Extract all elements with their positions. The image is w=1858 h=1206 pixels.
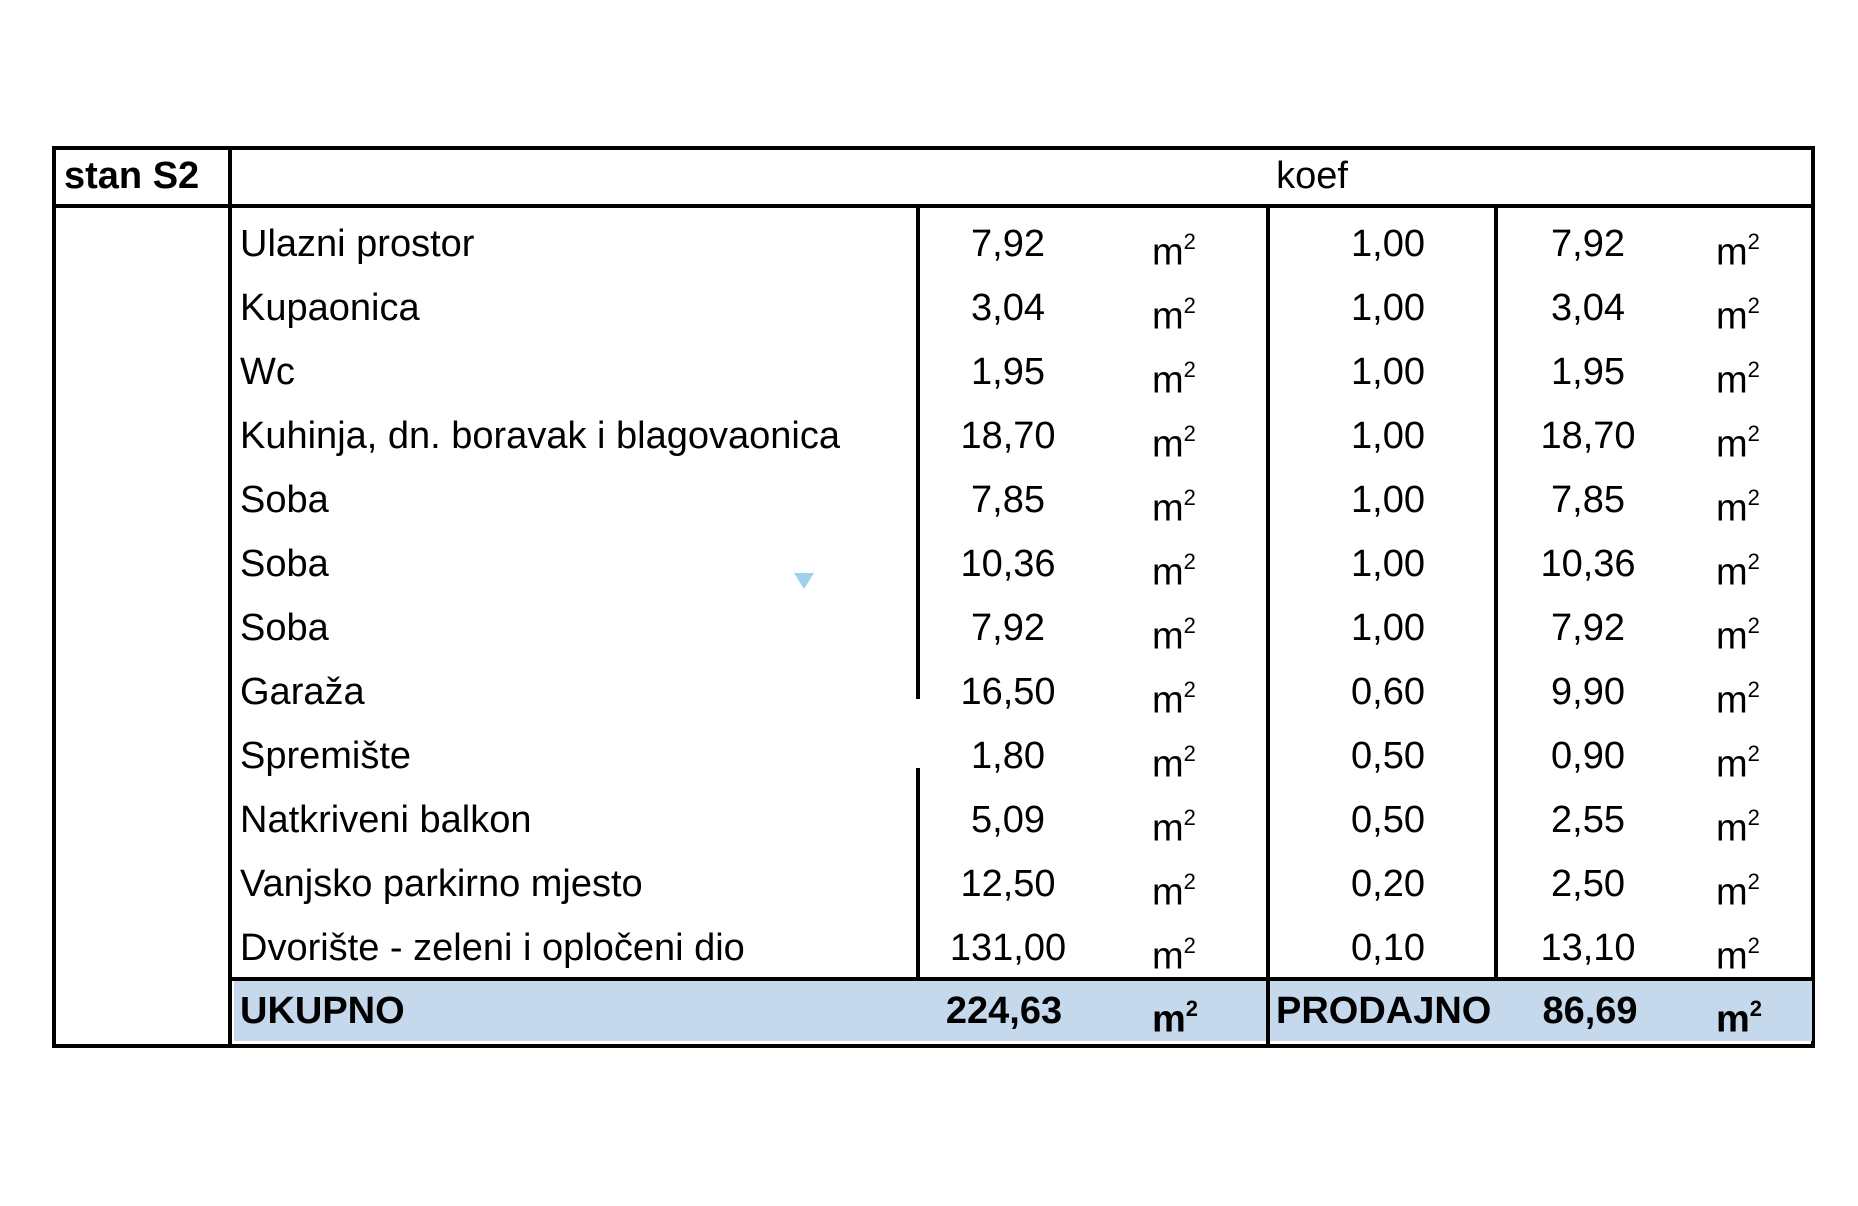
unit-symbol: m (1152, 743, 1184, 786)
unit-exponent: 2 (1183, 613, 1196, 638)
unit-symbol: m (1716, 679, 1748, 722)
unit-symbol: m (1152, 615, 1184, 658)
sale-area-unit (1716, 979, 1806, 1043)
unit-symbol: m (1152, 935, 1184, 978)
unit-symbol: m (1152, 807, 1184, 850)
unit-exponent: 2 (1183, 805, 1196, 830)
row-area: 16,50 (960, 671, 1056, 713)
row-koef: 1,00 (1351, 351, 1425, 393)
unit-symbol: m (1152, 998, 1186, 1041)
unit-symbol: m (1716, 807, 1748, 850)
unit-exponent: 2 (1747, 805, 1760, 830)
koef-section-divider (1266, 204, 1270, 1048)
row-result: 7,92 (1551, 607, 1625, 649)
unit-symbol: m (1716, 935, 1748, 978)
unit-exponent: 2 (1747, 677, 1760, 702)
unit-symbol: m (1152, 551, 1184, 594)
unit-symbol: m (1152, 679, 1184, 722)
unit-symbol: m (1716, 998, 1750, 1041)
row-name: Garaža (240, 671, 365, 713)
unit-exponent: 2 (1747, 741, 1760, 766)
row-result: 1,95 (1551, 351, 1625, 393)
unit-exponent: 2 (1747, 613, 1760, 638)
row-area-unit (1152, 788, 1242, 852)
unit-exponent: 2 (1749, 996, 1763, 1021)
row-area-unit (1152, 532, 1242, 596)
unit-exponent: 2 (1183, 933, 1196, 958)
unit-exponent: 2 (1747, 485, 1760, 510)
row-area-unit (1152, 276, 1242, 340)
row-area-unit (1152, 212, 1242, 276)
row-koef: 0,50 (1351, 735, 1425, 777)
row-result-unit (1716, 340, 1806, 404)
row-name: Kupaonica (240, 287, 420, 329)
row-result-unit (1716, 532, 1806, 596)
row-area: 18,70 (960, 415, 1056, 457)
row-area: 7,92 (971, 223, 1045, 265)
unit-exponent: 2 (1747, 549, 1760, 574)
unit-symbol: m (1716, 743, 1748, 786)
unit-exponent: 2 (1183, 549, 1196, 574)
row-koef: 0,10 (1351, 927, 1425, 969)
sale-label: PRODAJNO (1276, 990, 1492, 1032)
row-koef: 0,20 (1351, 863, 1425, 905)
unit-symbol: m (1716, 871, 1748, 914)
row-area: 10,36 (960, 543, 1056, 585)
unit-symbol: m (1716, 487, 1748, 530)
row-name: Soba (240, 543, 329, 585)
unit-symbol: m (1152, 423, 1184, 466)
row-result-unit (1716, 212, 1806, 276)
row-area: 12,50 (960, 863, 1056, 905)
total-area: 224,63 (945, 990, 1063, 1032)
row-result-unit (1716, 596, 1806, 660)
row-koef: 1,00 (1351, 479, 1425, 521)
row-area: 1,80 (971, 735, 1045, 777)
row-area-unit (1152, 852, 1242, 916)
row-name: Vanjsko parkirno mjesto (240, 863, 643, 905)
unit-symbol: m (1716, 615, 1748, 658)
row-area: 1,95 (971, 351, 1045, 393)
cell-marker-icon (794, 573, 814, 589)
unit-symbol: m (1716, 423, 1748, 466)
row-result-unit (1716, 468, 1806, 532)
unit-exponent: 2 (1183, 229, 1196, 254)
row-result: 9,90 (1551, 671, 1625, 713)
unit-exponent: 2 (1747, 357, 1760, 382)
row-result-unit (1716, 788, 1806, 852)
row-result-unit (1716, 852, 1806, 916)
row-result-unit (1716, 724, 1806, 788)
unit-exponent: 2 (1183, 677, 1196, 702)
row-result: 7,92 (1551, 223, 1625, 265)
row-area: 5,09 (971, 799, 1045, 841)
unit-exponent: 2 (1185, 996, 1199, 1021)
row-name: Kuhinja, dn. boravak i blagovaonica (240, 415, 840, 457)
row-result: 0,90 (1551, 735, 1625, 777)
sale-area: 86,69 (1542, 990, 1638, 1032)
header-divider (52, 204, 1815, 208)
row-koef: 0,50 (1351, 799, 1425, 841)
unit-exponent: 2 (1747, 293, 1760, 318)
row-name: Spremište (240, 735, 412, 777)
row-result-unit (1716, 276, 1806, 340)
unit-exponent: 2 (1183, 293, 1196, 318)
row-area-unit (1152, 404, 1242, 468)
unit-symbol: m (1716, 295, 1748, 338)
row-result: 2,50 (1551, 863, 1625, 905)
row-name: Wc (240, 351, 295, 393)
unit-exponent: 2 (1183, 421, 1196, 446)
row-area: 131,00 (949, 927, 1067, 969)
row-koef: 1,00 (1351, 287, 1425, 329)
unit-exponent: 2 (1183, 357, 1196, 382)
row-koef: 1,00 (1351, 415, 1425, 457)
row-result: 7,85 (1551, 479, 1625, 521)
row-area-unit (1152, 596, 1242, 660)
unit-symbol: m (1716, 231, 1748, 274)
row-area: 7,85 (971, 479, 1045, 521)
total-label: UKUPNO (240, 990, 405, 1032)
row-name: Soba (240, 607, 329, 649)
row-result: 10,36 (1540, 543, 1636, 585)
row-koef: 1,00 (1351, 223, 1425, 265)
row-result: 18,70 (1540, 415, 1636, 457)
row-area-unit (1152, 916, 1242, 980)
unit-exponent: 2 (1747, 421, 1760, 446)
unit-exponent: 2 (1183, 741, 1196, 766)
unit-symbol: m (1152, 295, 1184, 338)
row-area-unit (1152, 468, 1242, 532)
row-result: 2,55 (1551, 799, 1625, 841)
row-area-unit (1152, 660, 1242, 724)
unit-exponent: 2 (1747, 229, 1760, 254)
row-koef: 0,60 (1351, 671, 1425, 713)
unit-symbol: m (1152, 487, 1184, 530)
row-result: 3,04 (1551, 287, 1625, 329)
unit-symbol: m (1152, 231, 1184, 274)
row-result-unit (1716, 660, 1806, 724)
row-result-unit (1716, 916, 1806, 980)
row-area-unit (1152, 724, 1242, 788)
unit-symbol: m (1716, 359, 1748, 402)
row-area: 7,92 (971, 607, 1045, 649)
row-area: 3,04 (971, 287, 1045, 329)
row-area-unit (1152, 340, 1242, 404)
first-column-divider (228, 146, 232, 1048)
unit-exponent: 2 (1747, 933, 1760, 958)
row-result: 13,10 (1540, 927, 1636, 969)
koef-header: koef (1276, 155, 1348, 197)
row-result-unit (1716, 404, 1806, 468)
row-name: Soba (240, 479, 329, 521)
unit-symbol: m (1716, 551, 1748, 594)
unit-title: stan S2 (64, 155, 200, 197)
unit-exponent: 2 (1183, 485, 1196, 510)
unit-symbol: m (1152, 871, 1184, 914)
row-name: Ulazni prostor (240, 223, 475, 265)
total-area-unit (1152, 979, 1242, 1043)
unit-symbol: m (1152, 359, 1184, 402)
unit-exponent: 2 (1183, 869, 1196, 894)
unit-exponent: 2 (1747, 869, 1760, 894)
row-koef: 1,00 (1351, 543, 1425, 585)
row-name: Natkriveni balkon (240, 799, 532, 841)
row-koef: 1,00 (1351, 607, 1425, 649)
row-name: Dvorište - zeleni i opločeni dio (240, 927, 745, 969)
